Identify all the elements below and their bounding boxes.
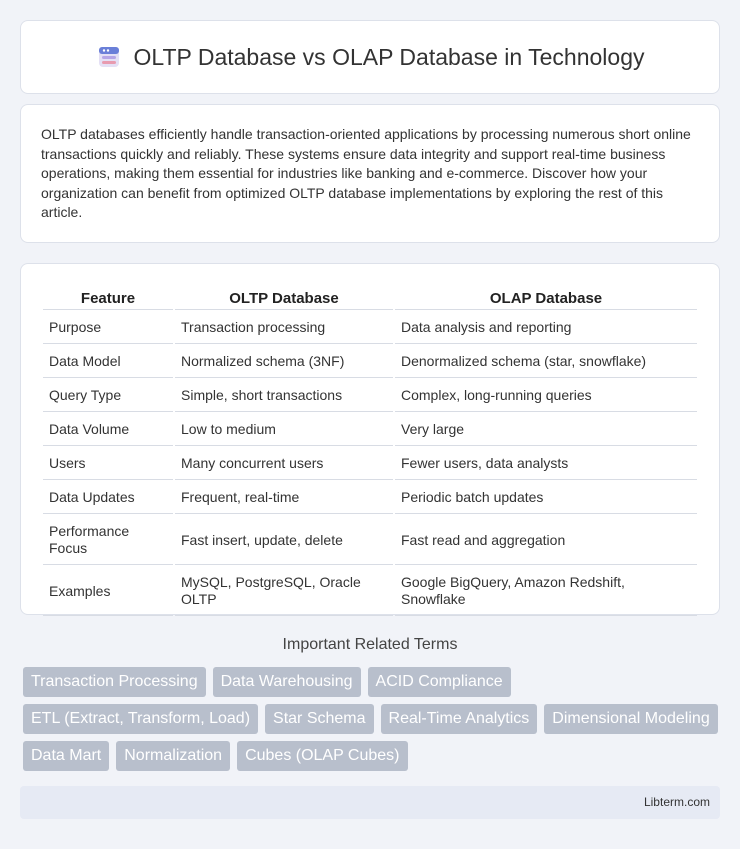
- table-header-row: [43, 288, 697, 310]
- cell-oltp: Normalized schema (3NF): [175, 346, 393, 378]
- table-row: [43, 380, 697, 412]
- tag-data-mart[interactable]: Data Mart: [23, 741, 109, 771]
- cell-oltp: Many concurrent users: [175, 448, 393, 480]
- header-feature: Feature: [43, 288, 173, 310]
- tag-olap-cubes[interactable]: Cubes (OLAP Cubes): [237, 741, 407, 771]
- cell-olap: Fast read and aggregation: [395, 516, 697, 565]
- related-terms-title: Important Related Terms: [282, 636, 458, 653]
- tag-real-time-analytics[interactable]: Real-Time Analytics: [381, 704, 538, 734]
- tag-normalization[interactable]: Normalization: [116, 741, 230, 771]
- cell-oltp: Simple, short transactions: [175, 380, 393, 412]
- cell-feature: Data Volume: [43, 414, 173, 446]
- tag-data-warehousing[interactable]: Data Warehousing: [213, 667, 361, 697]
- cell-oltp: Low to medium: [175, 414, 393, 446]
- cell-olap: Google BigQuery, Amazon Redshift, Snowflake: [395, 567, 697, 616]
- database-icon: [96, 44, 122, 70]
- cell-olap: Fewer users, data analysts: [395, 448, 697, 480]
- tag-star-schema[interactable]: Star Schema: [265, 704, 373, 734]
- table-row: [43, 414, 697, 446]
- cell-feature: Performance Focus: [43, 516, 173, 565]
- title-card: [20, 20, 720, 94]
- intro-text: OLTP databases efficiently handle transaction-oriented applications by processing numerous short online transactions quickly and reliably. These systems ensure data integrity and support real-time business operations, making them essential for industries like banking and e-commerce. Discover how your organization can benefit from optimized OLTP database implementations by exploring the rest of this article.: [41, 126, 691, 221]
- footer: [20, 786, 720, 819]
- tag-etl[interactable]: ETL (Extract, Transform, Load): [23, 704, 258, 734]
- cell-oltp: Transaction processing: [175, 312, 393, 344]
- header-olap: OLAP Database: [395, 288, 697, 310]
- table-row: [43, 448, 697, 480]
- related-terms-tags: [23, 667, 723, 771]
- cell-olap: Periodic batch updates: [395, 482, 697, 514]
- comparison-table-card: [20, 263, 720, 615]
- cell-oltp: Frequent, real-time: [175, 482, 393, 514]
- comparison-table: [41, 286, 699, 618]
- tag-acid-compliance[interactable]: ACID Compliance: [368, 667, 511, 697]
- cell-feature: Users: [43, 448, 173, 480]
- cell-olap: Data analysis and reporting: [395, 312, 697, 344]
- cell-oltp: Fast insert, update, delete: [175, 516, 393, 565]
- table-row: [43, 346, 697, 378]
- cell-feature: Data Model: [43, 346, 173, 378]
- table-row: [43, 312, 697, 344]
- intro-card: [20, 104, 720, 243]
- cell-oltp: MySQL, PostgreSQL, Oracle OLTP: [175, 567, 393, 616]
- tag-dimensional-modeling[interactable]: Dimensional Modeling: [544, 704, 717, 734]
- cell-feature: Purpose: [43, 312, 173, 344]
- page-title: OLTP Database vs OLAP Database in Technology: [133, 43, 645, 70]
- cell-olap: Denormalized schema (star, snowflake): [395, 346, 697, 378]
- cell-olap: Very large: [395, 414, 697, 446]
- cell-feature: Query Type: [43, 380, 173, 412]
- cell-feature: Examples: [43, 567, 173, 616]
- table-row: [43, 516, 697, 565]
- cell-olap: Complex, long-running queries: [395, 380, 697, 412]
- footer-brand[interactable]: Libterm.com: [643, 795, 710, 809]
- cell-feature: Data Updates: [43, 482, 173, 514]
- tag-transaction-processing[interactable]: Transaction Processing: [23, 667, 206, 697]
- table-row: [43, 567, 697, 616]
- header-oltp: OLTP Database: [175, 288, 393, 310]
- table-row: [43, 482, 697, 514]
